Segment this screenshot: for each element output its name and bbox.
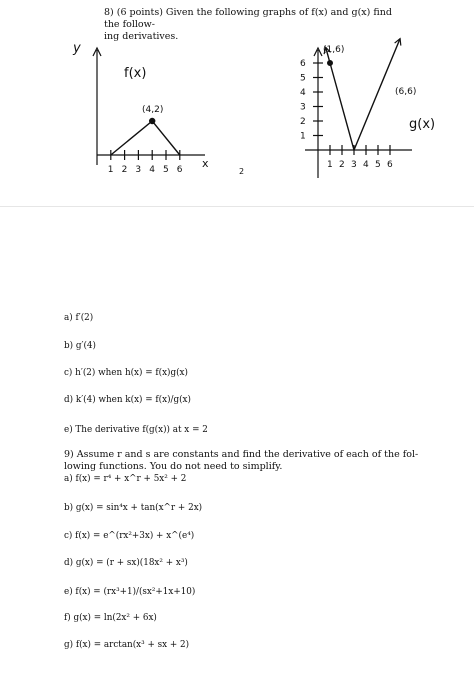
problem-8-header-line1: 8) (6 points) Given the following graphs of f(x) and g(x) find the follow- xyxy=(104,7,392,30)
graph-g-point-label-right: (6,6) xyxy=(395,87,417,97)
graph-f-x-tick-label: 4 xyxy=(149,165,155,175)
graph-g-curve xyxy=(326,39,400,150)
graph-g-x-tick-label: 2 xyxy=(339,160,345,170)
graph-g-function-label: g(x) xyxy=(409,117,436,132)
graph-g-x-tick-labels xyxy=(327,160,393,170)
graph-f-x-label: x xyxy=(202,157,209,170)
question-8d: d) k′(4) when k(x) = f(x)/g(x) xyxy=(64,395,191,405)
graph-g-x-tick-label: 1 xyxy=(327,160,333,170)
graph-f-x-tick-label: 5 xyxy=(163,165,169,175)
graph-f-x-tick-label: 2 xyxy=(121,165,128,175)
problem-8-header-line2: ing derivatives. xyxy=(104,31,179,42)
graph-g-y-tick-label: 5 xyxy=(300,73,306,84)
graph-g-y-tick-label: 3 xyxy=(300,102,306,113)
graph-g-x-tick-label: 4 xyxy=(363,160,369,170)
question-9c: c) f(x) = e^(rx²+3x) + x^(e⁴) xyxy=(64,531,195,541)
question-8c: c) h′(2) when h(x) = f(x)g(x) xyxy=(64,368,188,378)
question-9g: g) f(x) = arctan(x³ + sx + 2) xyxy=(64,640,190,650)
graph-f-x-tick-label: 6 xyxy=(176,165,183,175)
question-9e: e) f(x) = (rx³+1)/(sx²+1x+10) xyxy=(64,587,196,597)
graph-f-function-label: f(x) xyxy=(124,66,147,81)
graph-f-point-label: (4,2) xyxy=(142,105,164,115)
question-9f: f) g(x) = ln(2x² + 6x) xyxy=(64,613,157,623)
question-9b: b) g(x) = sin⁴x + tan(x^r + 2x) xyxy=(64,503,203,513)
page-number: 2 xyxy=(239,167,245,176)
graph-g-y-tick-label: 6 xyxy=(300,59,306,69)
question-9d: d) g(x) = (r + sx)(18x² + x³) xyxy=(64,558,188,568)
graph-f-x-tick-labels xyxy=(108,165,183,175)
question-8a: a) f′(2) xyxy=(64,313,94,323)
question-8b: b) g′(4) xyxy=(64,341,96,351)
graph-f-curve xyxy=(111,121,180,155)
graph-g xyxy=(305,39,412,178)
graph-g-y-tick-label: 1 xyxy=(300,131,306,142)
graph-g-y-tick-labels xyxy=(300,59,306,142)
graph-f-point xyxy=(150,118,155,123)
problem-9-header xyxy=(64,449,424,473)
graphs-figure xyxy=(0,0,474,206)
problem-9-header-line1: 9) Assume r and s are constants and find the derivative of each of the fol- xyxy=(64,449,419,460)
problem-9-header-line2: lowing functions. You do not need to simplify. xyxy=(64,461,283,472)
graph-g-x-tick-label: 3 xyxy=(351,160,357,170)
question-8e: e) The derivative f(g(x)) at x = 2 xyxy=(64,425,208,435)
graph-f-x-tick-label: 1 xyxy=(107,165,114,175)
graph-g-y-tick-label: 4 xyxy=(300,88,306,98)
graph-g-x-tick-label: 5 xyxy=(375,160,381,170)
question-9a: a) f(x) = r⁴ + x^r + 5x² + 2 xyxy=(64,474,187,484)
graph-g-point-label-left: (1,6) xyxy=(323,45,345,55)
graph-f-y-label: y xyxy=(73,41,81,56)
page-separator xyxy=(0,206,474,207)
graph-g-x-tick-label: 6 xyxy=(387,160,393,170)
graph-g-y-tick-label: 2 xyxy=(300,117,306,127)
graph-f-x-tick-label: 3 xyxy=(135,165,142,175)
graph-g-point-left xyxy=(328,61,333,66)
